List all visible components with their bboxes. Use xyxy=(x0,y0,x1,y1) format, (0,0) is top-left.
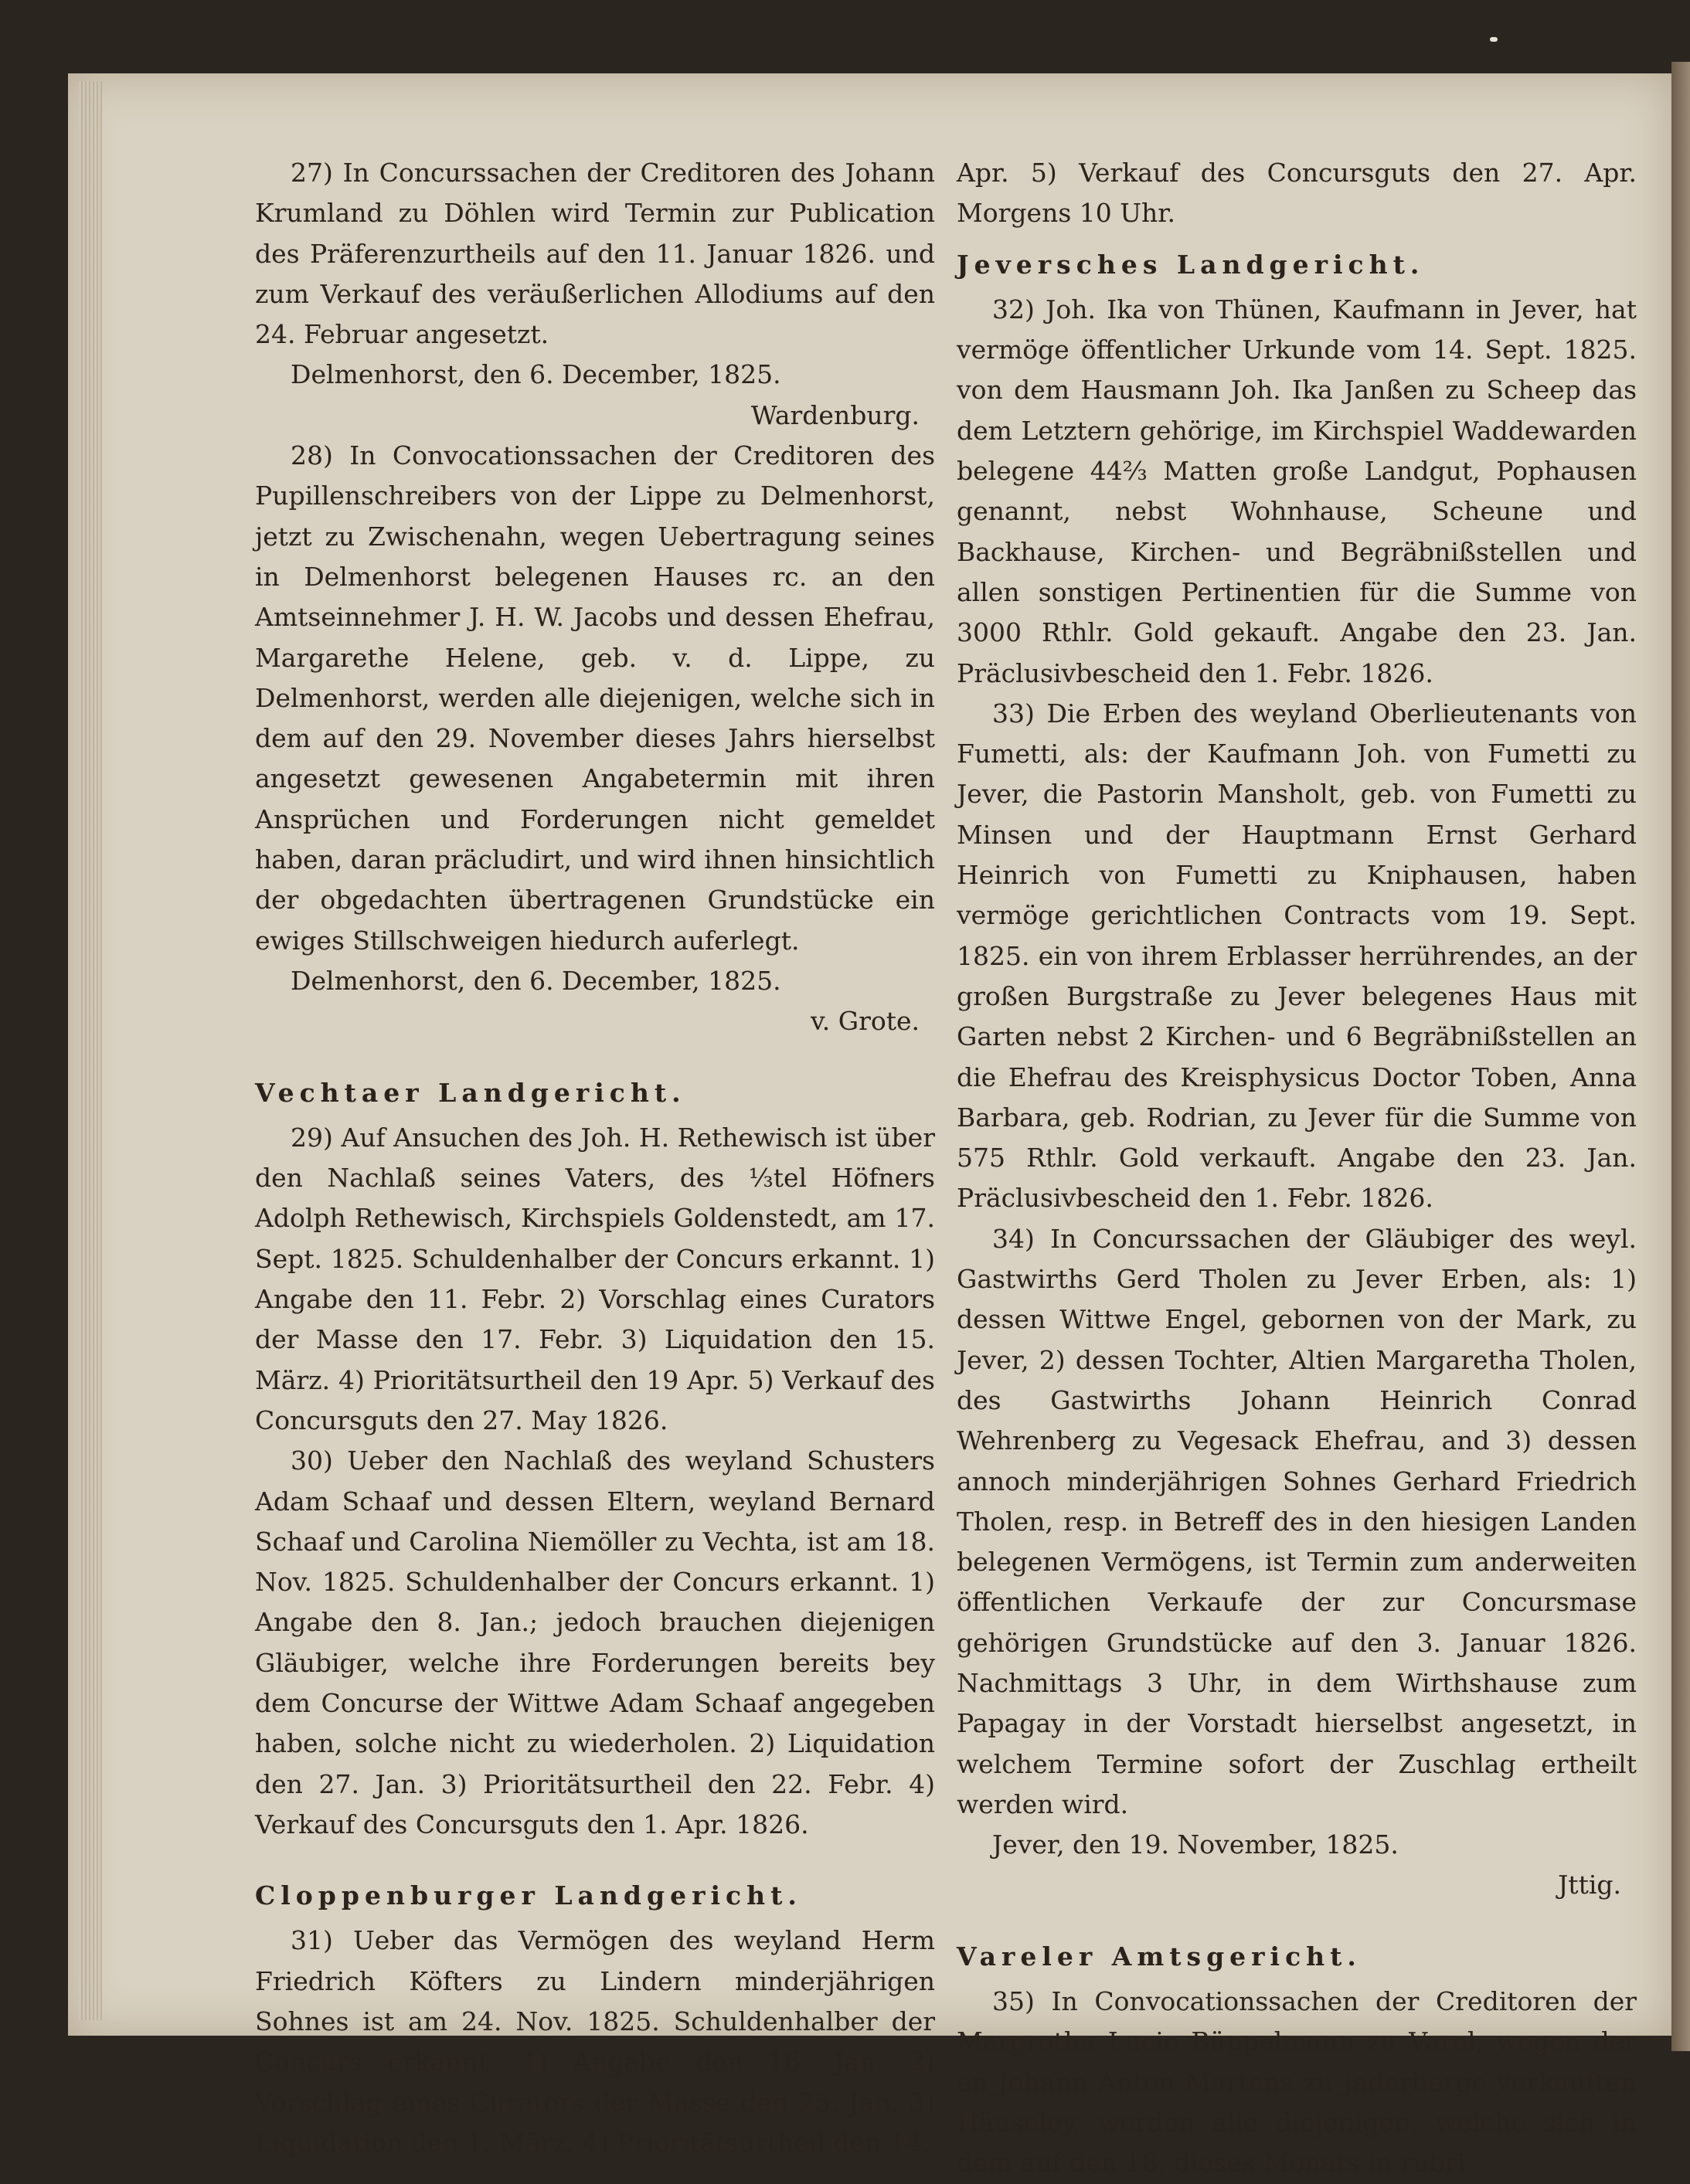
heading-jever: Jeversches Landgericht. xyxy=(957,249,1425,280)
notice-31: 31) Ueber das Vermögen des weyland Herm Friedrich Köfters zu Lindern minderjährigen Sohnes ist am 24. Nov. 1825. Schuldenhalber der Concurs erkannt. 1) Angabe den 16. Jan. 2) Vorschlag eines Curators der Masse den 25. Jan. 3) Liquidation den 1. März. 4) Prioritätsurtheil den 14. xyxy=(255,1925,935,2158)
notice-27-date: Delmenhorst, den 6. December, 1825. xyxy=(291,359,781,390)
facing-page-edge xyxy=(1671,62,1690,2051)
notice-34: 34) In Concurssachen der Gläubiger des weyl. Gastwirths Gerd Tholen zu Jever Erben, als: 1) dessen Wittwe Engel, gebornen von der Mark, zu Jever, 2) dessen Tochter, Altien Margaretha Tholen, des Gastwirths Johann Heinrich Conrad Wehrenberg zu Vegesack Ehefrau, and 3) dessen annoch minderjährigen Sohnes Gerhard Friedrich Tholen, resp. in Betreff des in den hiesigen Landen belegenen Vermögens, ist Termin zum anderweiten öffentlichen Verkaufe der zur Concursmase gehörigen Grundstücke auf den 3. Januar 1826. Nachmittags 3 Uhr, in dem Wirthshause zum Papagay in der Vorstadt hierselbst angesetzt, in welchem Termine sofort der Zuschlag ertheilt werden wird. xyxy=(957,1223,1637,1819)
notice-29: 29) Auf Ansuchen des Joh. H. Rethewisch ist über den Nachlaß seines Vaters, des ⅓tel Höfners Adolph Rethewisch, Kirchspiels Goldenstedt, am 17. Sept. 1825. Schuldenhalber der Concurs erkannt. 1) Angabe den 11. Febr. 2) Vorschlag eines Curators der Masse den 17. Febr. 3) Liquidation den 15. März. 4) Prioritätsurtheil den 19 Apr. 5) Verkauf des Concursguts den 27. May 1826. xyxy=(255,1122,935,1435)
notice-30: 30) Ueber den Nachlaß des weyland Schusters Adam Schaaf und dessen Eltern, weyland Bernard Schaaf und Carolina Niemöller zu Vechta, ist am 18. Nov. 1825. Schuldenhalber der Concurs erkannt. 1) Angabe den 8. Jan.; jedoch brauchen diejenigen Gläubiger, welche ihre Forderungen bereits bey dem Concurse der Wittwe Adam Schaaf angegeben haben, solche nicht zu wiederholen. 2) Liquidation den 27. Jan. 3) Prioritätsurtheil den 22. Febr. 4) Verkauf des Concursguts den 1. Apr. 1826. xyxy=(255,1445,935,1839)
heading-varel: Vareler Amtsgericht. xyxy=(957,1941,1362,1972)
notice-34-date: Jever, den 19. November, 1825. xyxy=(992,1829,1399,1860)
page-stack-edge xyxy=(79,81,102,2020)
notice-27-signature: Wardenburg. xyxy=(750,399,920,430)
scan-mark xyxy=(1490,37,1498,42)
notice-27: 27) In Concurssachen der Creditoren des Johann Krumland zu Döhlen wird Termin zur Publication des Präferenzurtheils auf den 11. Januar 1826. und zum Verkauf des veräußerlichen Allodiums auf den 24. Februar angesetzt. xyxy=(255,158,935,350)
notice-31-continued: Apr. 5) Verkauf des Concursguts den 27. Apr. Morgens 10 Uhr. xyxy=(957,158,1637,229)
notice-28: 28) In Convocationssachen der Creditoren des Pupillenschreibers von der Lippe zu Delmenhorst, jetzt zu Zwischenahn, wegen Uebertragung seines in Delmenhorst belegenen Hauses rc. an den Amtseinnehmer J. H. W. Jacobs und dessen Ehefrau, Margarethe Helene, geb. v. d. Lippe, zu Delmenhorst, werden alle diejenigen, welche sich in dem auf den 29. November dieses Jahrs hierselbst angesetzt gewesenen Angabetermin mit ihren Ansprüchen und Forderungen nicht gemeldet haben, daran präcludirt, und wird ihnen hinsichtlich der obgedachten übertragenen Grundstücke ein ewiges Stillschweigen hiedurch auferlegt. xyxy=(255,440,935,956)
left-column xyxy=(255,153,935,2163)
heading-vechta: Vechtaer Landgericht. xyxy=(255,1077,686,1108)
heading-cloppenburg: Cloppenburger Landgericht. xyxy=(255,1880,802,1911)
notice-32: 32) Joh. Ika von Thünen, Kaufmann in Jever, hat vermöge öffentlicher Urkunde vom 14. Sept. 1825. von dem Hausmann Joh. Ika Janßen zu Scheep das dem Letztern gehörige, im Kirchspiel Waddewarden belegene 44⅔ Matten große Landgut, Pophausen genannt, nebst Wohnhause, Scheune und Backhause, Kirchen- und Begräbnißstellen und allen sonstigen Pertinentien für die Summe von 3000 Rthlr. Gold gekauft. Angabe den 23. Jan. Präclusivbescheid den 1. Febr. 1826. xyxy=(957,294,1637,688)
notice-34-signature: Jttig. xyxy=(1558,1870,1621,1900)
notice-28-signature: v. Grote. xyxy=(811,1006,920,1037)
notice-28-date: Delmenhorst, den 6. December, 1825. xyxy=(291,965,781,996)
right-column xyxy=(957,153,1637,2184)
notice-35: 35) In Convocationssachen der Creditoren der Margretha Lucie Büppelmann zu Varel, wegen der an Johann Anton Martens zu Jaderberge verkauften Häuseley, werden alle diejenigen, welche sich in dem auf den 18. dieses Monats in rubri- xyxy=(957,1986,1637,2179)
notice-33: 33) Die Erben des weyland Oberlieutenants von Fumetti, als: der Kaufmann Joh. von Fumetti zu Jever, die Pastorin Mansholt, geb. von Fumetti zu Minsen und der Hauptmann Ernst Gerhard Heinrich von Fumetti zu Kniphausen, haben vermöge gerichtlichen Contracts vom 19. Sept. 1825. ein von ihrem Erblasser herrührendes, an der großen Burgstraße zu Jever belegenes Haus mit Garten nebst 2 Kirchen- und 6 Begräbnißstellen an die Ehefrau des Kreisphysicus Doctor Toben, Anna Barbara, geb. Rodrian, zu Jever für die Summe von 575 Rthlr. Gold verkauft. Angabe den 23. Jan. Präclusivbescheid den 1. Febr. 1826. xyxy=(957,698,1637,1214)
